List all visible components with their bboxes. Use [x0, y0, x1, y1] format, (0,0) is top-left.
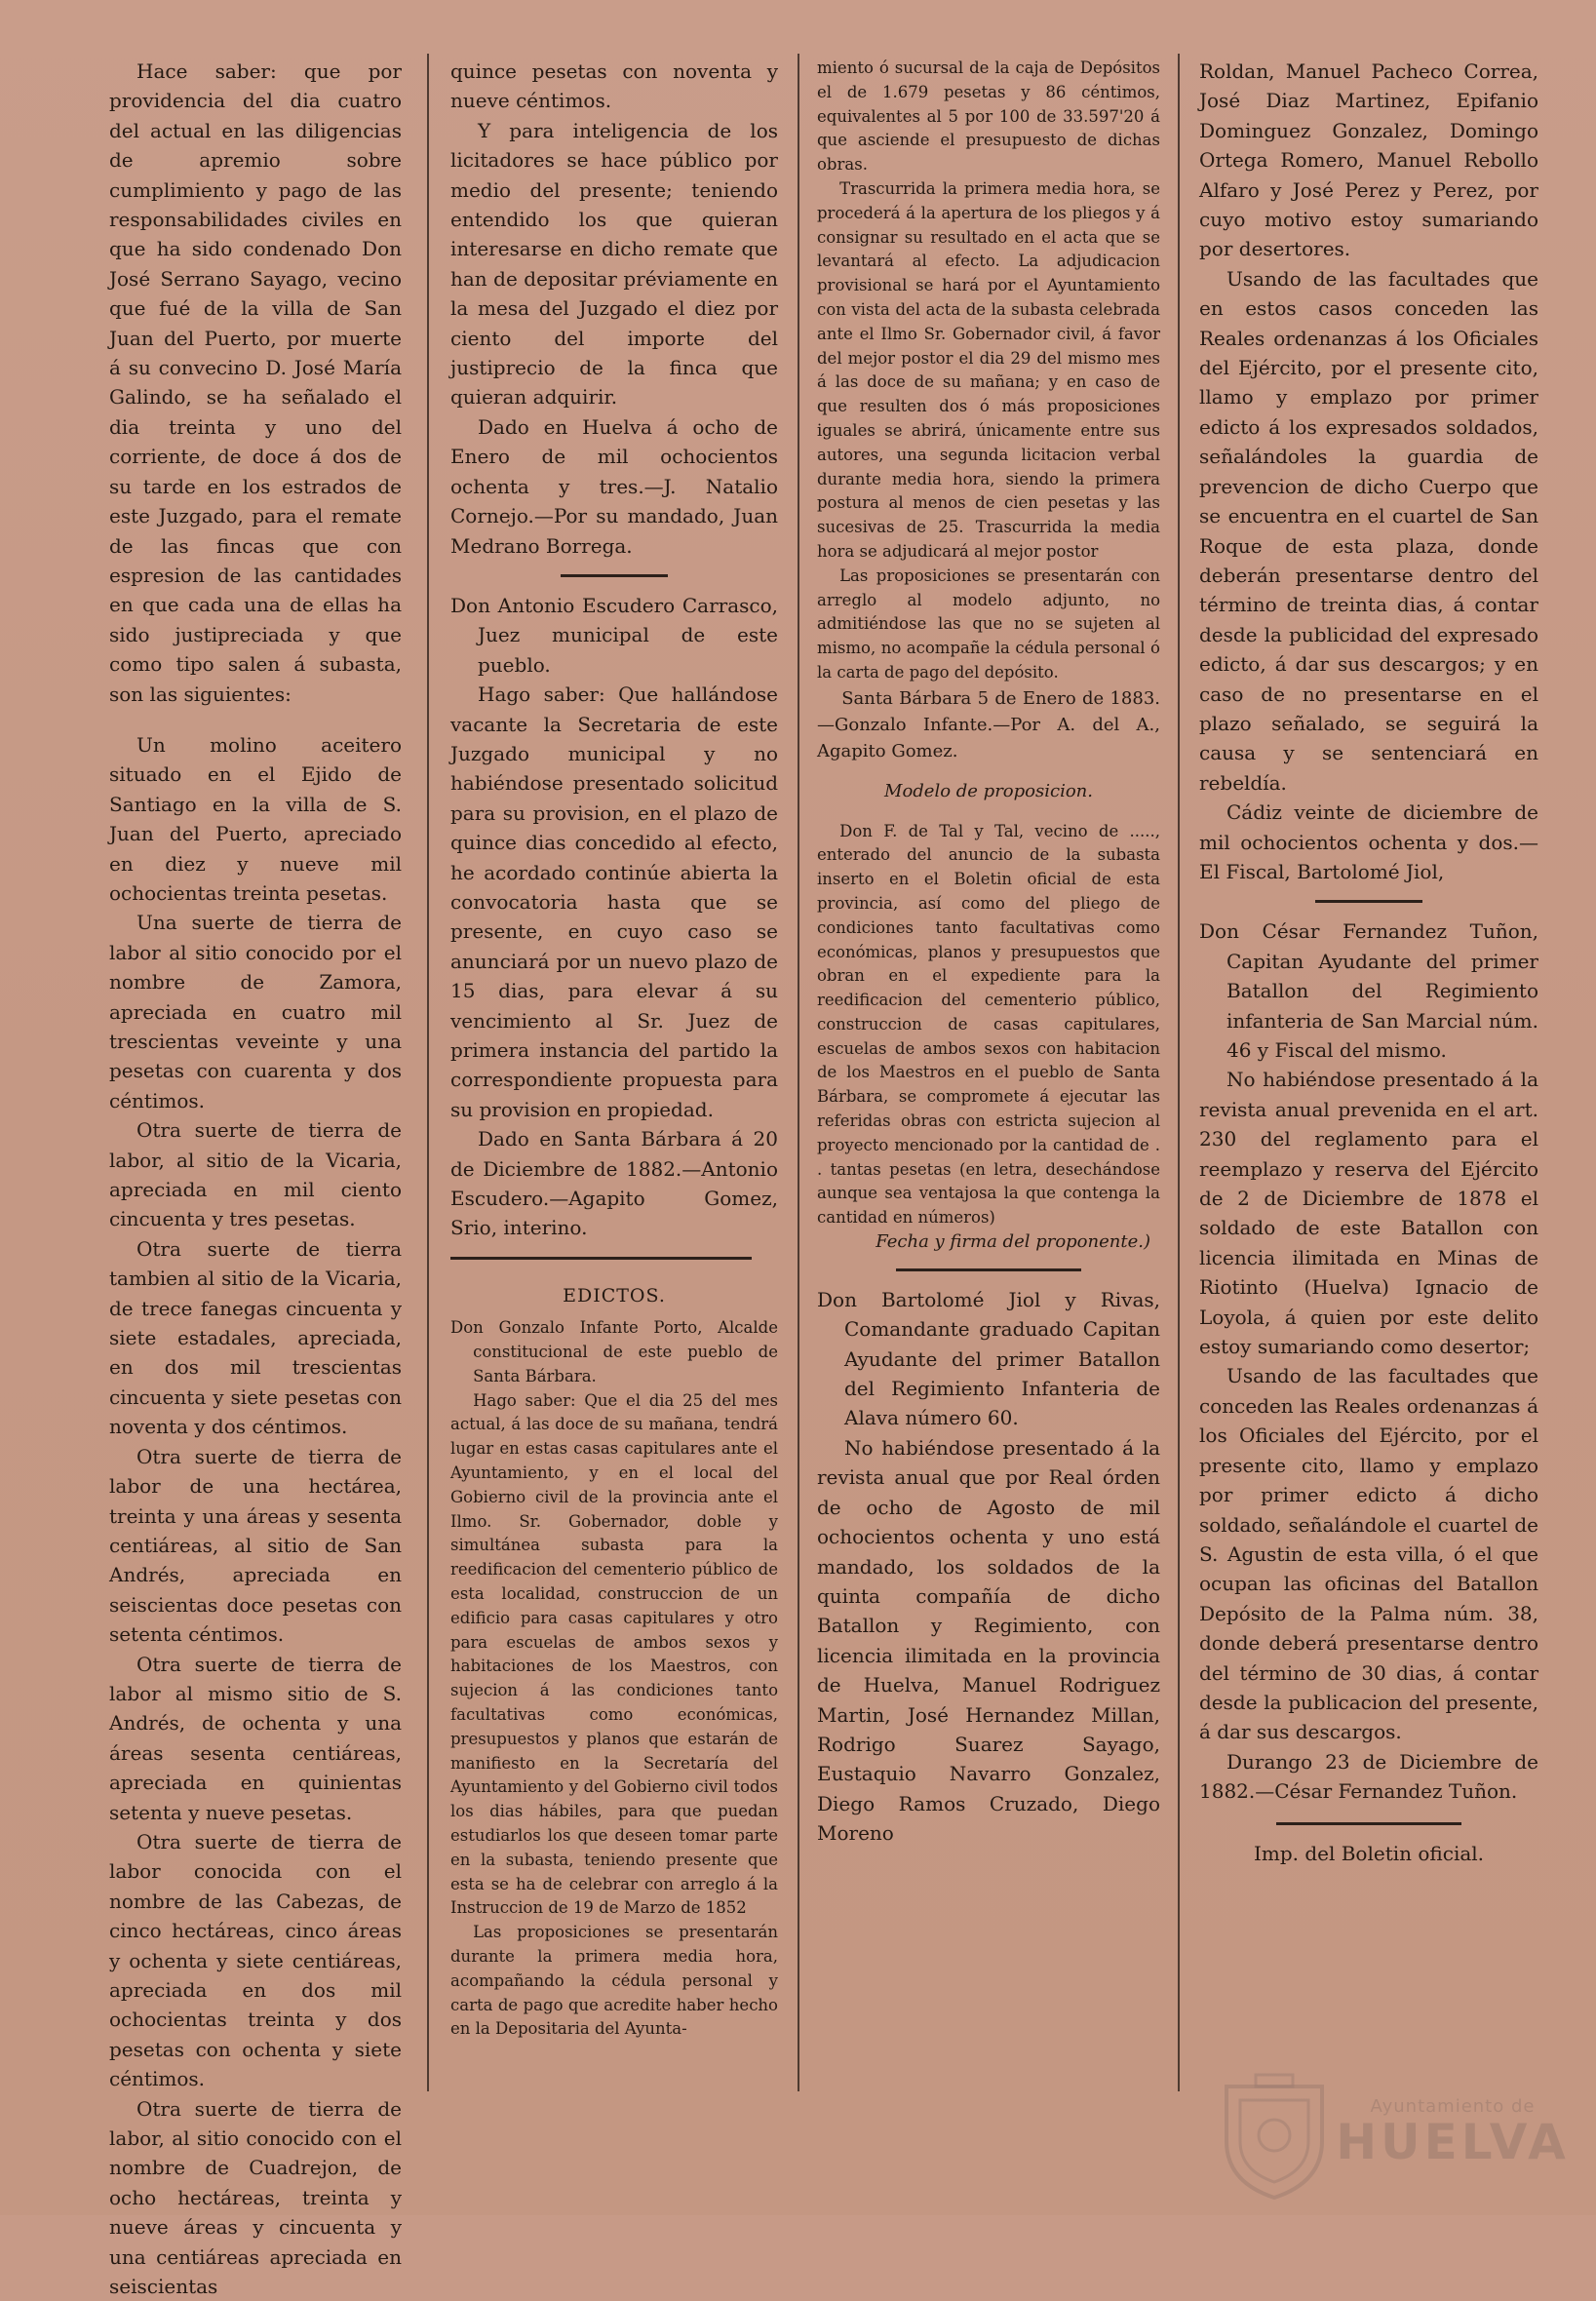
- watermark: [1336, 2096, 1570, 2170]
- paragraph: Otra suerte de tierra tambien al sitio de la Vicaria, de trece fanegas cincuenta y siete estadales, apreciada, en dos mil trescientas cincuenta y siete pesetas con noventa y dos céntimos.: [109, 1236, 402, 1439]
- separator-rule: [561, 574, 668, 577]
- notice-heading: Don Bartolomé Jiol y Rivas, Comandante graduado Capitan Ayudante del primer Batallon del Regimiento Infanteria de Alava número 60.: [817, 1287, 1160, 1430]
- paragraph: Usando de las facultades que conceden las Reales ordenanzas á los Oficiales del Ejército, por el presente cito, llamo y emplazo por primer edicto á dicho soldado, señalándole el cuartel de S. Agustin de esta villa, ó el que ocupan las oficinas del Batallon Depósito de la Palma núm. 38, donde deberá presentarse dentro del término de 30 dias, á contar desde la publicacion del presente, á dar sus descargos.: [1199, 1364, 1538, 1744]
- paragraph: Durango 23 de Diciembre de 1882.—César Fernandez Tuñon.: [1199, 1749, 1538, 1804]
- column-rule: [427, 54, 429, 2091]
- separator-rule: [1276, 1822, 1461, 1825]
- section-title: Modelo de proposicion.: [884, 780, 1093, 801]
- paragraph: Dado en Huelva á ocho de Enero de mil ochocientos ochenta y tres.—J. Natalio Cornejo.—Por su mandado, Juan Medrano Borrega.: [450, 414, 778, 558]
- paragraph: Trascurrida la primera media hora, se procederá á la apertura de los pliegos y á consignar su resultado en el acta que se levantará al efecto. La adjudicacion provisional se hará por el Ayuntamiento con vista del acta de la subasta celebrada ante el Ilmo Sr. Gobernador civil, á favor del mejor postor el dia 29 del mismo mes á las doce de su mañana; y en caso de que resulten dos ó más proposiciones iguales se abrirá, únicamente entre sus autores, una segunda licitacion verbal durante media hora, siendo la primera postura al menos de cien pesetas y las sucesivas de 25. Trascurrida la media hora se adjudicará al mejor postor: [817, 178, 1160, 561]
- paragraph: Hago saber: Que el dia 25 del mes actual, á las doce de su mañana, tendrá lugar en estas casas capitulares ante el Ayuntamiento, y en el local del Gobierno civil de la provincia ante el Ilmo. Sr. Gobernador, doble y simultánea subasta para la reedificacion del cementerio público de esta localidad, construccion de un edificio para casas capitulares y otro para escuelas de ambos sexos y habitaciones de los Maestros, con sujecion á las condiciones tanto facultativas como económicas, presupuestos y planos que estarán de manifiesto en la Secretaría del Ayuntamiento y del Gobierno civil todos los dias hábiles, para que puedan estudiarlos los que deseen tomar parte en la subasta, teniendo presente que esta se ha de celebrar con arreglo á la Instruccion de 19 de Marzo de 1852: [450, 1390, 778, 1918]
- paragraph: Otra suerte de tierra de labor, al sitio conocido con el nombre de Cuadrejon, de ocho hectáreas, treinta y nueve áreas y cincuenta y una centiáreas apreciada en seiscientas: [109, 2096, 402, 2299]
- separator-rule: [1315, 900, 1422, 903]
- paragraph: Usando de las facultades que en estos casos conceden las Reales ordenanzas á los Oficiales del Ejército, por el presente cito, llamo y emplazo por primer edicto á los expresados soldados, señalándoles la guardia de prevencion de dicho Cuerpo que se encuentra en el cuartel de San Roque de esta plaza, donde deberán presentarse dentro del término de treinta dias, á contar desde la publicidad del expresado edicto, á dar sus descargos; y en caso de no presentarse en el plazo señalado, se seguirá la causa y se sentenciará en rebeldía.: [1199, 266, 1538, 795]
- paragraph: Cádiz veinte de diciembre de mil ochocientos ochenta y dos.—El Fiscal, Bartolomé Jiol,: [1199, 800, 1538, 883]
- paragraph: Las proposiciones se presentarán durante la primera media hora, acompañando la cédula personal y carta de pago que acredite haber hecho en la Depositaria del Ayunta-: [450, 1923, 778, 2039]
- paragraph: Hago saber: Que hallándose vacante la Secretaria de este Juzgado municipal y no habiéndose presentado solicitud para su provision, en el plazo de quince dias concedido al efecto, he acordado continúe abierta la convocatoria hasta que se presente, en cuyo caso se anunciará por un nuevo plazo de 15 dias, para elevar á su vencimiento al Sr. Juez de primera instancia del partido la correspondiente propuesta para su provision en propiedad.: [450, 682, 778, 1121]
- notice-heading: Don César Fernandez Tuñon, Capitan Ayudante del primer Batallon del Regimiento infanteria de San Marcial núm. 46 y Fiscal del mismo.: [1199, 919, 1538, 1062]
- paragraph: No habiéndose presentado á la revista anual prevenida en el art. 230 del reglamento para el reemplazo y reserva del Ejército de 2 de Diciembre de 1878 el soldado de este Batallon con licencia ilimitada en Minas de Riotinto (Huelva) Ignacio de Loyola, á quien por este delito estoy sumariando como desertor;: [1199, 1068, 1538, 1359]
- paragraph: Las proposiciones se presentarán con arreglo al modelo adjunto, no admitiéndose las que no se sujeten al mismo, no acompañe la cédula personal ó la carta de pago del depósito.: [817, 566, 1160, 682]
- paragraph: Un molino aceitero situado en el Ejido de Santiago en la villa de S. Juan del Puerto, apreciado en diez y nueve mil ochocientas treinta pesetas.: [109, 732, 402, 905]
- paragraph: Y para inteligencia de los licitadores se hace público por medio del presente; teniendo entendido los que quieran interesarse en dicho remate que han de depositar préviamente en la mesa del Juzgado el diez por ciento del importe del justiprecio de la finca que quieran adquirir.: [450, 118, 778, 410]
- paragraph: Hace saber: que por providencia del dia cuatro del actual en las diligencias de apremio sobre cumplimiento y pago de las responsabilidades civiles en que ha sido condenado Don José Serrano Sayago, vecino que fué de la villa de San Juan del Puerto, por muerte á su convecino D. José María Galindo, se ha señalado el dia treinta y uno del corriente, de doce á dos de su tarde en los estrados de este Juzgado, para el remate de las fincas que con espresion de las cantidades en que cada una de ellas ha sido justipreciada y que como tipo salen á subasta, son las siguientes:: [109, 59, 402, 706]
- separator-rule: [896, 1268, 1081, 1271]
- imprint-line: Imp. del Boletin oficial.: [1253, 1841, 1485, 1865]
- paragraph: Don F. de Tal y Tal, vecino de ....., enterado del anuncio de la subasta inserto en el Boletin oficial de esta provincia, así como del pliego de condiciones tanto facultativas como económicas, planos y presupuestos que obran en el expediente para la reedificacion del cementerio público, construccion de casas capitulares, escuelas de ambos sexos con habitacion de los Maestros en el pueblo de Santa Bárbara, se compromete á ejecutar las referidas obras con estricta sujecion al proyecto mencionado por la cantidad de . . tantas pesetas (en letra, desechándose aunque sea ventajosa la que contenga la cantidad en números): [817, 821, 1160, 1228]
- column-rule: [798, 54, 799, 2091]
- watermark-title: HUELVA: [1336, 2114, 1570, 2170]
- separator-rule: [450, 1257, 752, 1260]
- paragraph: No habiéndose presentado á la revista anual que por Real órden de ocho de Agosto de mil ochocientos ochenta y uno está mandado, los soldados de la quinta compañía de dicho Batallon y Regimiento, con licencia ilimitada en la provincia de Huelva, Manuel Rodriguez Martin, José Hernandez Millan, Rodrigo Suarez Sayago, Eustaquio Navarro Gonzalez, Diego Ramos Cruzado, Diego Moreno: [817, 1435, 1160, 1846]
- paragraph: Una suerte de tierra de labor al sitio conocido por el nombre de Zamora, apreciada en cuatro mil trescientas veveinte y una pesetas con cuarenta y dos céntimos.: [109, 911, 402, 1112]
- notice-heading: Don Antonio Escudero Carrasco, Juez municipal de este pueblo.: [450, 593, 778, 677]
- paragraph: Santa Bárbara 5 de Enero de 1883.—Gonzalo Infante.—Por A. del A., Agapito Gomez.: [817, 687, 1160, 761]
- paragraph: quince pesetas con noventa y nueve céntimos.: [450, 59, 778, 113]
- paragraph: Otra suerte de tierra de labor de una hectárea, treinta y una áreas y sesenta centiáreas, al sitio de San Andrés, apreciada en seiscientas doce pesetas con setenta céntimos.: [109, 1444, 402, 1647]
- paragraph: miento ó sucursal de la caja de Depósitos el de 1.679 pesetas y 86 céntimos, equivalentes al 5 por 100 de 33.597'20 á que asciende el presupuesto de dichas obras.: [817, 58, 1160, 175]
- coat-of-arms-watermark-icon: [1217, 2073, 1332, 2202]
- paragraph: Otra suerte de tierra de labor conocida con el nombre de las Cabezas, de cinco hectáreas, cinco áreas y ochenta y siete centiáreas, apreciada en dos mil ochocientas treinta y dos pesetas con ochenta y siete céntimos.: [109, 1829, 402, 2091]
- column-3: [817, 57, 1160, 2153]
- watermark-line: Ayuntamiento de: [1370, 2096, 1536, 2117]
- paragraph: Otra suerte de tierra de labor, al sitio de la Vicaria, apreciada en mil ciento cincuenta y tres pesetas.: [109, 1118, 402, 1231]
- paragraph: Roldan, Manuel Pacheco Correa, José Diaz Martinez, Epifanio Dominguez Gonzalez, Domingo Ortega Romero, Manuel Rebollo Alfaro y José Perez y Perez, por cuyo motivo estoy sumariando por desertores.: [1199, 59, 1538, 261]
- column-2: [450, 57, 778, 2153]
- column-1: [109, 57, 402, 2299]
- paragraph: Dado en Santa Bárbara á 20 de Diciembre de 1882.—Antonio Escudero.—Agapito Gomez, Srio, interino.: [450, 1127, 778, 1240]
- signature-line: Fecha y firma del proponente.): [876, 1231, 1150, 1253]
- paragraph: Otra suerte de tierra de labor al mismo sitio de S. Andrés, de ochenta y una áreas sesenta centiáreas, apreciada en quinientas setenta y nueve pesetas.: [109, 1652, 402, 1824]
- column-4: [1199, 57, 1538, 2153]
- column-rule: [1178, 54, 1180, 2091]
- section-title: EDICTOS.: [563, 1284, 666, 1306]
- notice-heading: Don Gonzalo Infante Porto, Alcalde constitucional de este pueblo de Santa Bárbara.: [450, 1318, 778, 1385]
